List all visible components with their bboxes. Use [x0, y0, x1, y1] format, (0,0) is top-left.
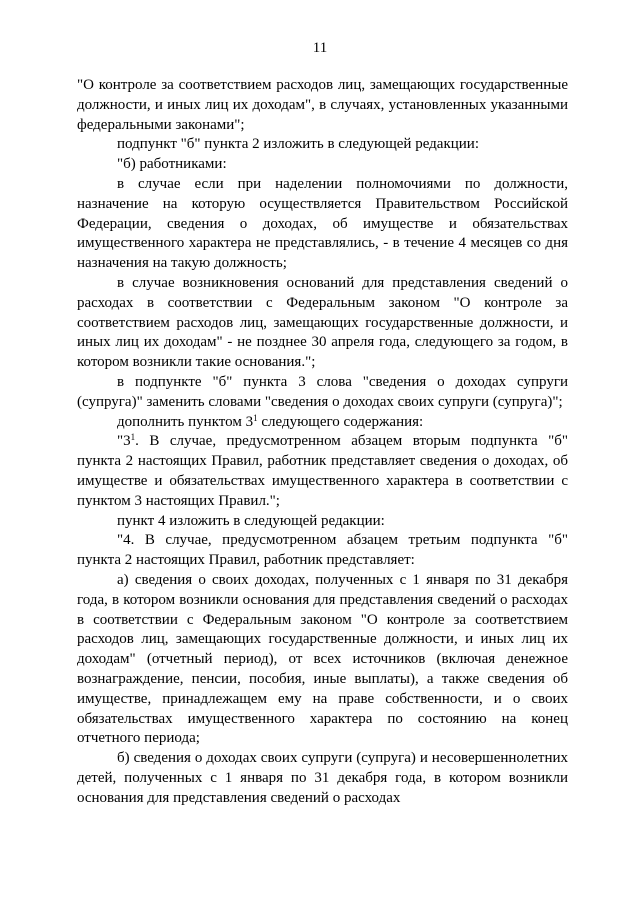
paragraph [77, 432, 568, 511]
paragraph-text: "3 [117, 433, 131, 450]
superscript: 1 [130, 432, 136, 443]
paragraph: пункт 4 изложить в следующей редакции: [117, 512, 385, 529]
superscript: 1 [253, 412, 258, 423]
paragraph-text: . В случае, предусмотренном абзацем вторым подпункта "б" пункта 2 настоящих Правил, работник представляет сведения о доходах, об имуществе и обязательствах имущественного характера в соответствии с пунктом 3 настоящих Правил."; [77, 433, 568, 509]
page-number: 11 [312, 40, 328, 56]
paragraph [77, 413, 568, 433]
paragraph-text: дополнить пунктом 3 [117, 413, 254, 430]
paragraph: в подпункте "б" пункта 3 слова "сведения о доходах супруги (супруга)" заменить словами "сведения о доходах своих супруги (супруга)"; [77, 373, 568, 410]
document-body [77, 76, 568, 808]
paragraph: "4. В случае, предусмотренном абзацем третьим подпункта "б" пункта 2 настоящих Правил, работник представляет: [77, 532, 568, 569]
paragraph: "О контроле за соответствием расходов лиц, замещающих государственные должности, и иных лиц их доходам", в случаях, установленных указанными федеральными законами"; [77, 77, 568, 133]
paragraph: а) сведения о своих доходах, полученных с 1 января по 31 декабря года, в котором возникли основания для представления сведений о расходах в соответствии с Федеральным законом "О контроле за соответствием расходов лиц, замещающих государственные должности, и иных лиц их доходам" (отчетный период), от всех источников (включая денежное вознаграждение, пенсии, пособия, иные выплаты), а также сведения об имуществе, принадлежащем ему на праве собственности, и о своих обязательствах имущественного характера по состоянию на конец отчетного периода; [77, 571, 568, 747]
paragraph: в случае если при наделении полномочиями по должности, назначение на которую осуществляется Правительством Российской Федерации, сведения о доходах, об имуществе и обязательствах имущественного характера не представлялись, - в течение 4 месяцев со дня назначения на такую должность; [77, 175, 568, 272]
paragraph: "б) работниками: [117, 156, 227, 173]
paragraph: подпункт "б" пункта 2 изложить в следующей редакции: [117, 136, 479, 153]
paragraph-text: следующего содержания: [257, 413, 424, 430]
paragraph: б) сведения о доходах своих супруги (супруга) и несовершеннолетних детей, полученных с 1 января по 31 декабря года, в котором возникли основания для представления сведений о расходах [77, 750, 568, 806]
paragraph: в случае возникновения оснований для представления сведений о расходах в соответствии с Федеральным законом "О контроле за соответствием расходов лиц, замещающих государственные должности, и иных лиц их доходам" - не позднее 30 апреля года, следующего за годом, в котором возникли такие основания."; [77, 274, 568, 371]
